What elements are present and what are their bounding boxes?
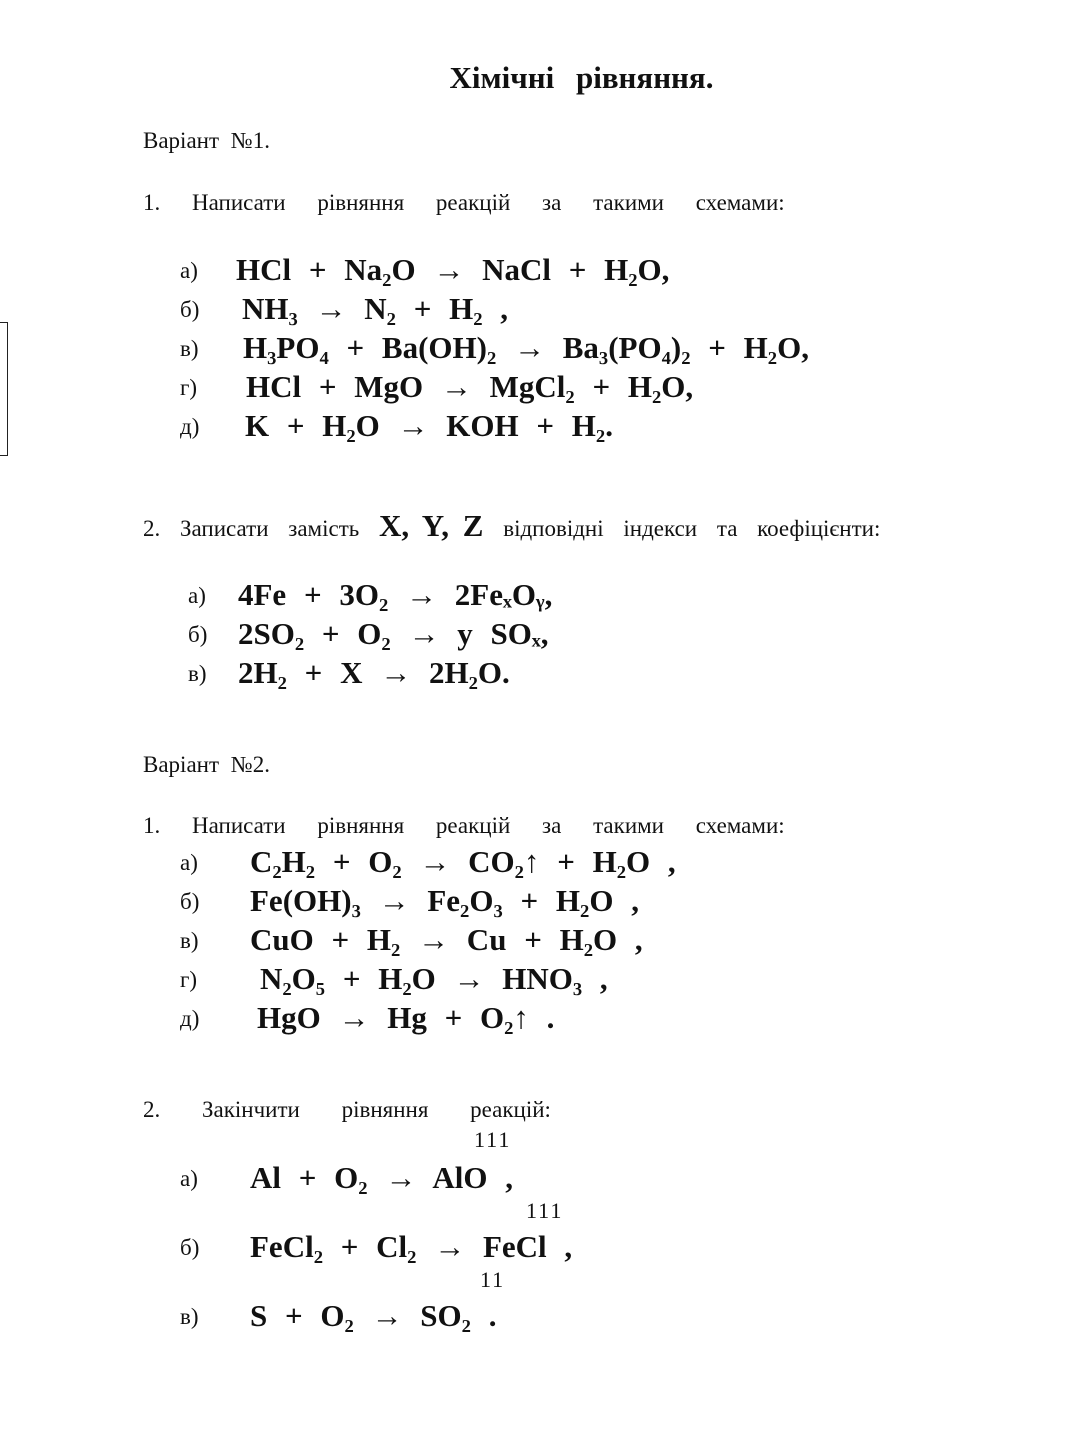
variant1-task1-text: 1. Написати рівняння реакцій за такими схемами:: [143, 190, 785, 215]
variant2-heading: Варіант №2.: [143, 752, 270, 777]
equation-label: а): [180, 258, 198, 283]
equation-formula: HCl + MgO → MgCl₂ + H₂O,: [246, 369, 694, 404]
equation-formula: 2H₂ + X → 2H₂O.: [238, 655, 510, 690]
page-edge-frame: [0, 322, 8, 456]
equation-label: в): [188, 661, 207, 686]
equation-label: б): [180, 297, 200, 322]
variant1-heading: Варіант №1.: [143, 128, 270, 153]
equation-label: в): [180, 928, 199, 953]
equation-formula: HCl + Na₂O → NaCl + H₂O,: [236, 252, 670, 287]
task2-prefix: 2. Записати замість: [143, 516, 360, 541]
equation-label: г): [180, 967, 198, 992]
equation-formula: K + H₂O → KOH + H₂.: [245, 408, 613, 443]
equation-formula: FeCl₂ + Cl₂ → FeCl ,: [250, 1229, 573, 1264]
equation-formula: C₂H₂ + O₂ → CO₂↑ + H₂O ,: [250, 844, 676, 879]
variant2-task2-text: 2. Закінчити рівняння реакцій:: [143, 1097, 551, 1122]
equation-formula: CuO + H₂ → Cu + H₂O ,: [250, 922, 643, 957]
equation-label: а): [188, 583, 206, 608]
equation-formula: N₂O₅ + H₂O → HNO₃ ,: [260, 961, 608, 996]
equation-formula: NH₃ → N₂ + H₂ ,: [242, 291, 509, 326]
equation-label: д): [180, 1006, 200, 1031]
variant2-task1-text: 1. Написати рівняння реакцій за такими схемами:: [143, 813, 785, 838]
overline-digits: 111: [526, 1198, 564, 1223]
equation-formula: 4Fe + 3O₂ → 2FeₓOᵧ,: [238, 577, 553, 612]
variant1-task2-text: [143, 508, 880, 544]
equation-formula: HgO → Hg + O₂↑ .: [257, 1000, 555, 1035]
equation-formula: 2SO₂ + O₂ → y SOₓ,: [238, 616, 549, 651]
equation-label: в): [180, 336, 199, 361]
page-title: Хімічні рівняння.: [449, 60, 714, 95]
equation-formula: Fe(OH)₃ → Fe₂O₃ + H₂O ,: [250, 883, 639, 918]
equation-label: б): [180, 1235, 200, 1260]
equation-label: г): [180, 375, 198, 400]
equation-label: б): [180, 889, 200, 914]
equation-formula: S + O₂ → SO₂ .: [250, 1298, 497, 1333]
overline-digits: 11: [480, 1267, 506, 1292]
equation-label: а): [180, 1166, 198, 1191]
task2-suffix: відповідні індекси та коефіцієнти:: [503, 516, 881, 541]
equation-formula: H₃PO₄ + Ba(OH)₂ → Ba₃(PO₄)₂ + H₂O,: [243, 330, 809, 365]
equation-label: б): [188, 622, 208, 647]
task2-xyz: X, Y, Z: [379, 508, 484, 543]
equation-label: д): [180, 414, 200, 439]
equation-formula: Al + O₂ → AlO ,: [250, 1160, 513, 1195]
equation-label: в): [180, 1304, 199, 1329]
equation-label: а): [180, 850, 198, 875]
overline-digits: 111: [474, 1127, 512, 1152]
